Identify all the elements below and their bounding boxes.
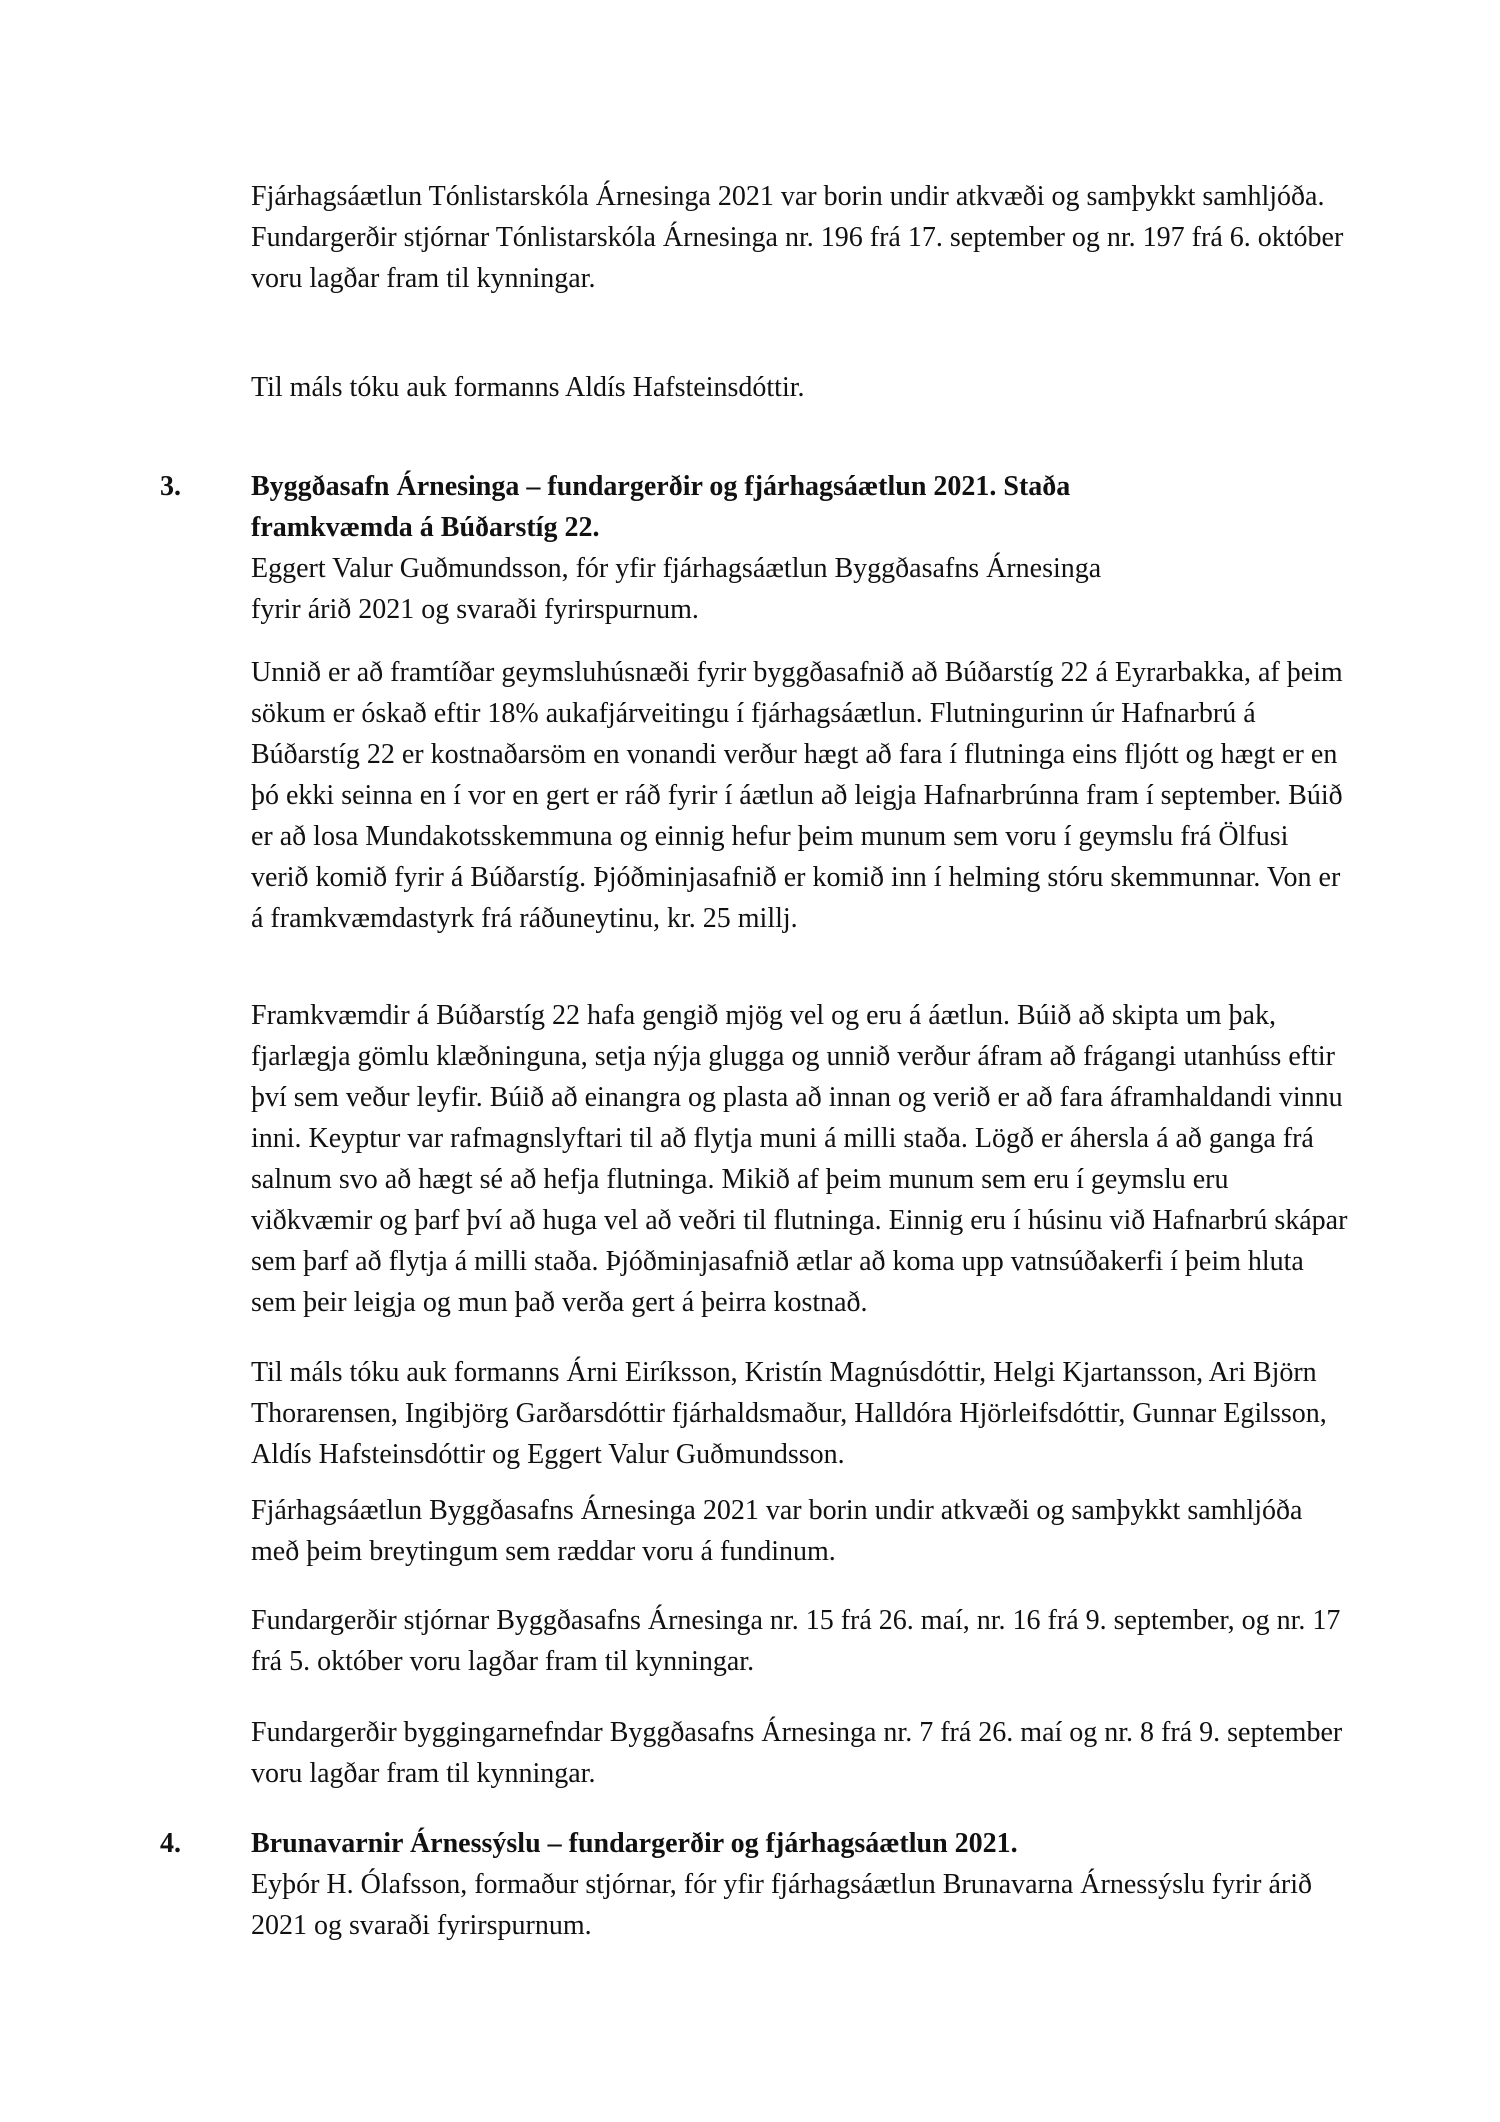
section-3-paragraph-3 — [251, 995, 1351, 1323]
section-paragraph: Eggert Valur Guðmundsson, fór yfir fjárhagsáætlun Byggðasafns Árnesinga fyrir árið 2021 og svaraði fyrirspurnum. — [251, 553, 1102, 625]
section-heading: Brunavarnir Árnessýslu – fundargerðir og fjárhagsáætlun 2021. — [251, 1828, 1018, 1859]
section-paragraph: Fjárhagsáætlun Byggðasafns Árnesinga 2021 var borin undir atkvæði og samþykkt samhljóða með þeim breytingum sem ræddar voru á fundinum. — [251, 1495, 1303, 1567]
intro-speakers — [251, 367, 1351, 408]
section-paragraph: Til máls tóku auk formanns Árni Eiríksson, Kristín Magnúsdóttir, Helgi Kjartansson, Ari Björn Thorarensen, Ingibjörg Garðarsdóttir fjárhaldsmaður, Halldóra Hjörleifsdóttir, Gunnar Egilsson, Aldís Hafsteinsdóttir og Eggert Valur Guðmundsson. — [251, 1357, 1327, 1470]
section-paragraph: Framkvæmdir á Búðarstíg 22 hafa gengið mjög vel og eru á áætlun. Búið að skipta um þak, fjarlægja gömlu klæðninguna, setja nýja glugga og unnið verður áfram að frágangi utanhúss eftir því sem veður leyfir. Búið að einangra og plasta að innan og verið er að fara áframhaldandi vinnu inni. Keyptur var rafmagnslyftari til að flytja muni á milli staða. Lögð er áhersla á að ganga frá salnum svo að hægt sé að hefja flutninga. Mikið af þeim munum sem eru í geymslu eru viðkvæmir og þarf því að huga vel að veðri til flutninga. Einnig eru í húsinu við Hafnarbrú skápar sem þarf að flytja á milli staða. Þjóðminjasafnið ætlar að koma upp vatnsúðakerfi í þeim hluta sem þeir leigja og mun það verða gert á þeirra kostnað. — [251, 1000, 1348, 1318]
intro-paragraph: Fundargerðir stjórnar Tónlistarskóla Árnesinga nr. 196 frá 17. september og nr. 197 frá 6. október voru lagðar fram til kynningar. — [251, 222, 1344, 294]
section-4 — [251, 1823, 1351, 1946]
section-heading: Byggðasafn Árnesinga – fundargerðir og fjárhagsáætlun 2021. Staða framkvæmda á Búðarstíg 22. — [251, 471, 1071, 543]
section-3-paragraph-7 — [251, 1712, 1351, 1794]
section-3-paragraph-5 — [251, 1490, 1351, 1572]
section-paragraph: Fundargerðir byggingarnefndar Byggðasafns Árnesinga nr. 7 frá 26. maí og nr. 8 frá 9. september voru lagðar fram til kynningar. — [251, 1717, 1343, 1789]
section-paragraph: Unnið er að framtíðar geymsluhúsnæði fyrir byggðasafnið að Búðarstíg 22 á Eyrarbakka, af þeim sökum er óskað eftir 18% aukafjárveitingu í fjárhagsáætlun. Flutningurinn úr Hafnarbrú á Búðarstíg 22 er kostnaðarsöm en vonandi verður hægt að fara í flutninga eins fljótt og hægt er en þó ekki seinna en í vor en gert er ráð fyrir í áætlun að leigja Hafnarbrúnna fram í september. Búið er að losa Mundakotsskemmuna og einnig hefur þeim munum sem voru í geymslu frá Ölfusi verið komið fyrir á Búðarstíg. Þjóðminjasafnið er komið inn í helming stóru skemmunnar. Von er á framkvæmdastyrk frá ráðuneytinu, kr. 25 millj. — [251, 657, 1343, 934]
section-number: 3. — [160, 471, 181, 502]
section-number: 4. — [160, 1828, 181, 1859]
intro-budget-approval — [251, 176, 1351, 299]
section-paragraph: Eyþór H. Ólafsson, formaður stjórnar, fór yfir fjárhagsáætlun Brunavarna Árnessýslu fyrir árið 2021 og svaraði fyrirspurnum. — [251, 1869, 1313, 1941]
section-paragraph: Fundargerðir stjórnar Byggðasafns Árnesinga nr. 15 frá 26. maí, nr. 16 frá 9. september, og nr. 17 frá 5. október voru lagðar fram til kynningar. — [251, 1605, 1341, 1677]
section-3 — [251, 466, 1151, 630]
section-3-paragraph-2 — [251, 652, 1351, 939]
intro-paragraph: Til máls tóku auk formanns Aldís Hafsteinsdóttir. — [251, 372, 805, 403]
intro-paragraph: Fjárhagsáætlun Tónlistarskóla Árnesinga 2021 var borin undir atkvæði og samþykkt samhljóða. — [251, 181, 1325, 212]
section-3-paragraph-4 — [251, 1352, 1351, 1475]
section-3-paragraph-6 — [251, 1600, 1351, 1682]
